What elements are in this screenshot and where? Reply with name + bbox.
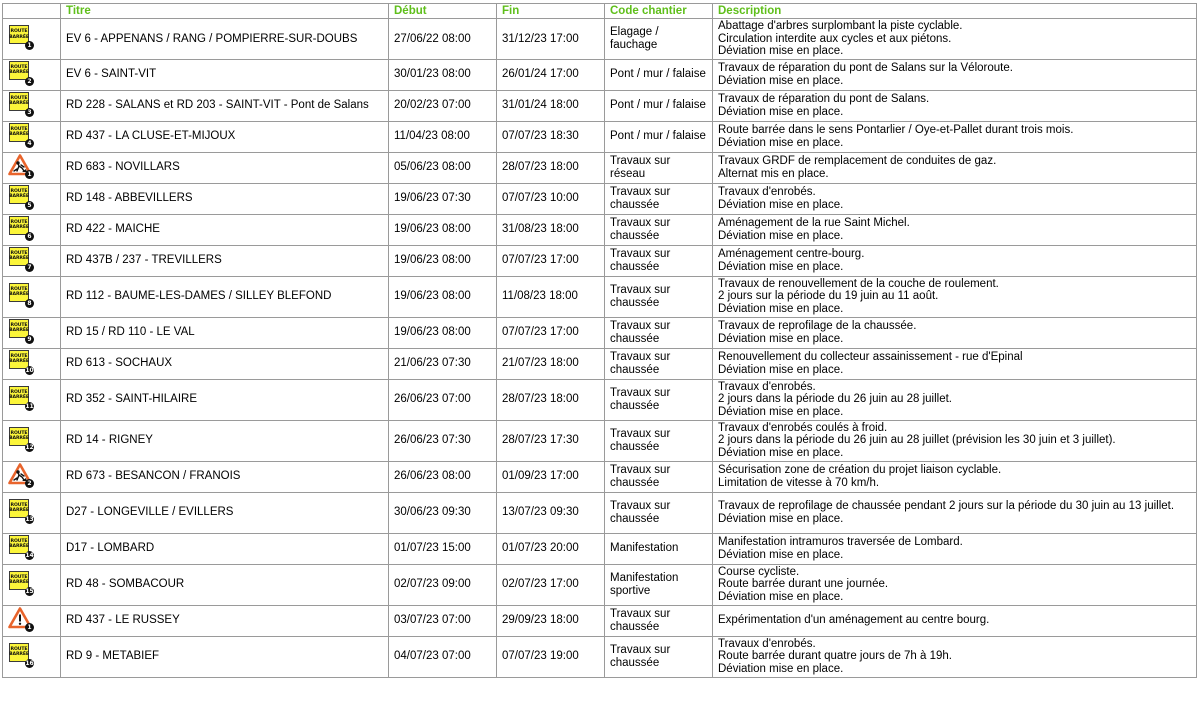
description-line: Travaux d'enrobés coulés à froid. [718, 421, 888, 434]
row-start-date: 21/06/23 07:30 [389, 348, 497, 379]
sign-number-badge: 11 [25, 402, 34, 410]
row-description [713, 420, 1197, 461]
description-line: Déviation mise en place. [718, 45, 844, 58]
row-description [713, 19, 1197, 60]
table-row[interactable] [3, 379, 1197, 420]
sign-number-badge: 1 [25, 41, 34, 50]
description-line: Alternat mis en place. [718, 167, 829, 180]
description-line: Travaux de reprofilage de chaussée pendant 2 jours sur la période du 30 juin au 13 juillet. [718, 500, 1175, 513]
row-start-date: 04/07/23 07:00 [389, 636, 497, 677]
description-line: Travaux d'enrobés. [718, 186, 816, 199]
row-work-code: Travaux sur chaussée [605, 461, 713, 492]
sign-number-badge: 5 [25, 201, 34, 210]
route-barree-sign-icon [8, 247, 33, 271]
sign-text: ROUTE [10, 354, 28, 360]
row-description [713, 90, 1197, 121]
table-body [3, 19, 1197, 678]
row-description [713, 183, 1197, 214]
sign-text: BARRÉE [9, 194, 29, 200]
description-line: Travaux de réparation du pont de Salans. [718, 93, 930, 106]
description-line: Déviation mise en place. [718, 332, 844, 345]
row-icon-cell [3, 183, 61, 214]
sign-text: ROUTE [10, 503, 28, 509]
sign-number-badge: 1 [25, 623, 34, 632]
route-barree-sign-icon [8, 427, 33, 451]
sign-text: BARRÉE [9, 225, 29, 231]
table-row[interactable] [3, 605, 1197, 636]
row-start-date: 05/06/23 08:00 [389, 152, 497, 183]
sign-number-badge: 6 [25, 232, 34, 241]
row-end-date: 28/07/23 18:00 [497, 379, 605, 420]
row-description [713, 636, 1197, 677]
sign-number-badge: 7 [25, 263, 34, 272]
row-icon-cell [3, 461, 61, 492]
row-start-date: 19/06/23 08:00 [389, 245, 497, 276]
row-end-date: 07/07/23 19:00 [497, 636, 605, 677]
sign-number-badge: 8 [25, 299, 34, 308]
table-row[interactable] [3, 533, 1197, 564]
route-barree-sign-icon [8, 571, 33, 595]
row-icon-cell [3, 420, 61, 461]
sign-number-badge: 14 [25, 551, 34, 559]
sign-number-badge: 10 [25, 366, 34, 374]
description-line: Déviation mise en place. [718, 74, 844, 87]
table-row[interactable] [3, 59, 1197, 90]
table-row[interactable] [3, 214, 1197, 245]
table-row[interactable] [3, 245, 1197, 276]
route-barree-sign-icon [8, 216, 33, 240]
sign-number-badge: 1 [25, 170, 34, 179]
row-description [713, 379, 1197, 420]
row-work-code: Travaux sur chaussée [605, 379, 713, 420]
sign-text: ROUTE [10, 29, 28, 35]
sign-text: BARRÉE [9, 436, 29, 442]
row-end-date: 07/07/23 18:30 [497, 121, 605, 152]
row-work-code: Manifestation sportive [605, 564, 713, 605]
sign-text: ROUTE [10, 287, 28, 293]
table-row[interactable] [3, 564, 1197, 605]
route-barree-sign-icon [8, 386, 33, 410]
sign-text: BARRÉE [9, 34, 29, 40]
row-description [713, 245, 1197, 276]
description-line: Déviation mise en place. [718, 105, 844, 118]
row-title: RD 228 - SALANS et RD 203 - SAINT-VIT - Pont de Salans [61, 90, 389, 121]
row-icon-cell [3, 90, 61, 121]
row-start-date: 01/07/23 15:00 [389, 533, 497, 564]
route-barree-sign-icon [8, 185, 33, 209]
row-icon-cell [3, 19, 61, 60]
table-row[interactable] [3, 19, 1197, 60]
description-line: Déviation mise en place. [718, 447, 844, 460]
table-row[interactable] [3, 492, 1197, 533]
description-line: 2 jours dans la période du 26 juin au 28 juillet. [718, 393, 952, 406]
sign-text: BARRÉE [9, 256, 29, 262]
sign-text: ROUTE [10, 390, 28, 396]
row-end-date: 21/07/23 18:00 [497, 348, 605, 379]
row-icon-cell [3, 245, 61, 276]
row-icon-cell [3, 276, 61, 317]
sign-number-badge: 2 [25, 479, 34, 488]
description-line: Déviation mise en place. [718, 198, 844, 211]
header-icon [3, 4, 61, 19]
sign-text: ROUTE [10, 575, 28, 581]
row-work-code: Pont / mur / falaise [605, 90, 713, 121]
row-start-date: 19/06/23 08:00 [389, 214, 497, 245]
roadworks-table [2, 3, 1197, 678]
row-end-date: 13/07/23 09:30 [497, 492, 605, 533]
sign-number-badge: 13 [25, 515, 34, 523]
description-line: Travaux de reprofilage de la chaussée. [718, 320, 917, 333]
roadworks-sign-icon [8, 463, 33, 487]
row-end-date: 28/07/23 18:00 [497, 152, 605, 183]
row-start-date: 30/01/23 08:00 [389, 59, 497, 90]
row-end-date: 29/09/23 18:00 [497, 605, 605, 636]
row-icon-cell [3, 121, 61, 152]
row-title: RD 48 - SOMBACOUR [61, 564, 389, 605]
table-row[interactable] [3, 317, 1197, 348]
row-work-code: Travaux sur chaussée [605, 214, 713, 245]
row-work-code: Travaux sur chaussée [605, 605, 713, 636]
table-row[interactable] [3, 461, 1197, 492]
description-line: Aménagement centre-bourg. [718, 248, 865, 261]
row-end-date: 02/07/23 17:00 [497, 564, 605, 605]
row-work-code: Pont / mur / falaise [605, 121, 713, 152]
row-work-code: Travaux sur chaussée [605, 348, 713, 379]
row-description [713, 492, 1197, 533]
row-title: RD 613 - SOCHAUX [61, 348, 389, 379]
route-barree-sign-icon [8, 499, 33, 523]
row-description [713, 348, 1197, 379]
row-start-date: 19/06/23 07:30 [389, 183, 497, 214]
row-title: RD 683 - NOVILLARS [61, 152, 389, 183]
row-description [713, 317, 1197, 348]
sign-number-badge: 12 [25, 443, 34, 451]
description-line: 2 jours sur la période du 19 juin au 11 août. [718, 290, 939, 303]
sign-text: ROUTE [10, 127, 28, 133]
sign-text: ROUTE [10, 96, 28, 102]
sign-text: BARRÉE [9, 292, 29, 298]
row-description [713, 214, 1197, 245]
row-start-date: 27/06/22 08:00 [389, 19, 497, 60]
row-title: EV 6 - SAINT-VIT [61, 59, 389, 90]
header-title[interactable]: Titre [61, 4, 389, 19]
route-barree-sign-icon [8, 25, 33, 49]
sign-text: BARRÉE [9, 544, 29, 550]
route-barree-sign-icon [8, 319, 33, 343]
row-title: RD 352 - SAINT-HILAIRE [61, 379, 389, 420]
table-row[interactable] [3, 121, 1197, 152]
description-line: Route barrée durant une journée. [718, 578, 889, 591]
header-end[interactable]: Fin [497, 4, 605, 19]
row-end-date: 26/01/24 17:00 [497, 59, 605, 90]
description-line: Déviation mise en place. [718, 512, 844, 525]
row-title: EV 6 - APPENANS / RANG / POMPIERRE-SUR-DOUBS [61, 19, 389, 60]
header-code[interactable]: Code chantier [605, 4, 713, 19]
row-end-date: 07/07/23 17:00 [497, 317, 605, 348]
row-icon-cell [3, 317, 61, 348]
sign-text: ROUTE [10, 65, 28, 71]
table-row[interactable] [3, 152, 1197, 183]
row-title: RD 15 / RD 110 - LE VAL [61, 317, 389, 348]
sign-number-badge: 4 [25, 139, 34, 148]
sign-text: BARRÉE [9, 652, 29, 658]
row-end-date: 11/08/23 18:00 [497, 276, 605, 317]
row-icon-cell [3, 348, 61, 379]
row-end-date: 31/08/23 18:00 [497, 214, 605, 245]
row-end-date: 31/12/23 17:00 [497, 19, 605, 60]
row-description [713, 533, 1197, 564]
header-description[interactable]: Description [713, 4, 1197, 19]
warning-sign-icon [8, 607, 33, 631]
row-work-code: Pont / mur / falaise [605, 59, 713, 90]
row-icon-cell [3, 605, 61, 636]
roadworks-sign-icon [8, 154, 33, 178]
row-icon-cell [3, 59, 61, 90]
table-row[interactable] [3, 348, 1197, 379]
row-start-date: 30/06/23 09:30 [389, 492, 497, 533]
row-work-code: Travaux sur chaussée [605, 183, 713, 214]
route-barree-sign-icon [8, 123, 33, 147]
row-work-code: Travaux sur chaussée [605, 492, 713, 533]
row-end-date: 01/07/23 20:00 [497, 533, 605, 564]
row-end-date: 01/09/23 17:00 [497, 461, 605, 492]
row-icon-cell [3, 533, 61, 564]
description-line: Travaux d'enrobés. [718, 380, 816, 393]
sign-number-badge: 9 [25, 335, 34, 344]
row-end-date: 07/07/23 10:00 [497, 183, 605, 214]
description-line: Déviation mise en place. [718, 548, 844, 561]
description-line: Travaux GRDF de remplacement de conduites de gaz. [718, 155, 997, 168]
row-start-date: 26/06/23 08:00 [389, 461, 497, 492]
description-line: Course cycliste. [718, 565, 800, 578]
table-row[interactable] [3, 276, 1197, 317]
row-icon-cell [3, 564, 61, 605]
row-icon-cell [3, 492, 61, 533]
row-work-code: Travaux sur chaussée [605, 245, 713, 276]
sign-text: BARRÉE [9, 508, 29, 514]
row-title: RD 422 - MAICHE [61, 214, 389, 245]
row-description [713, 564, 1197, 605]
row-title: RD 437 - LE RUSSEY [61, 605, 389, 636]
row-description [713, 59, 1197, 90]
row-work-code: Elagage / fauchage [605, 19, 713, 60]
table-row[interactable] [3, 90, 1197, 121]
row-work-code: Travaux sur réseau [605, 152, 713, 183]
row-icon-cell [3, 152, 61, 183]
description-line: 2 jours dans la période du 26 juin au 28 juillet (prévision les 30 juin et 3 juillet). [718, 434, 1116, 447]
sign-text: BARRÉE [9, 70, 29, 76]
description-line: Travaux de réparation du pont de Salans sur la Véloroute. [718, 62, 1013, 75]
sign-number-badge: 15 [25, 587, 34, 595]
row-end-date: 31/01/24 18:00 [497, 90, 605, 121]
row-icon-cell [3, 636, 61, 677]
row-start-date: 26/06/23 07:30 [389, 420, 497, 461]
sign-number-badge: 2 [25, 77, 34, 86]
sign-text: BARRÉE [9, 580, 29, 586]
description-line: Déviation mise en place. [718, 136, 844, 149]
sign-text: BARRÉE [9, 132, 29, 138]
table-row[interactable] [3, 183, 1197, 214]
description-line: Sécurisation zone de création du projet liaison cyclable. [718, 464, 1002, 477]
table-header-row [3, 4, 1197, 19]
row-title: RD 112 - BAUME-LES-DAMES / SILLEY BLEFOND [61, 276, 389, 317]
row-description [713, 121, 1197, 152]
route-barree-sign-icon [8, 92, 33, 116]
row-work-code: Travaux sur chaussée [605, 636, 713, 677]
description-line: Manifestation intramuros traversée de Lombard. [718, 536, 963, 549]
row-start-date: 19/06/23 08:00 [389, 317, 497, 348]
sign-text: BARRÉE [9, 395, 29, 401]
row-start-date: 11/04/23 08:00 [389, 121, 497, 152]
description-line: Route barrée durant quatre jours de 7h à 19h. [718, 650, 952, 663]
description-line: Circulation interdite aux cycles et aux piétons. [718, 32, 952, 45]
row-icon-cell [3, 214, 61, 245]
row-work-code: Travaux sur chaussée [605, 317, 713, 348]
row-end-date: 28/07/23 17:30 [497, 420, 605, 461]
description-line: Déviation mise en place. [718, 591, 844, 604]
sign-text: BARRÉE [9, 328, 29, 334]
row-start-date: 19/06/23 08:00 [389, 276, 497, 317]
row-start-date: 20/02/23 07:00 [389, 90, 497, 121]
description-line: Route barrée dans le sens Pontarlier / Oye-et-Pallet durant trois mois. [718, 124, 1074, 137]
description-line: Travaux de renouvellement de la couche de roulement. [718, 277, 999, 290]
sign-text: ROUTE [10, 220, 28, 226]
row-description [713, 152, 1197, 183]
sign-number-badge: 3 [25, 108, 34, 117]
row-end-date: 07/07/23 17:00 [497, 245, 605, 276]
row-title: D27 - LONGEVILLE / EVILLERS [61, 492, 389, 533]
row-title: D17 - LOMBARD [61, 533, 389, 564]
description-line: Déviation mise en place. [718, 663, 844, 676]
sign-text: BARRÉE [9, 101, 29, 107]
row-work-code: Manifestation [605, 533, 713, 564]
description-line: Déviation mise en place. [718, 406, 844, 419]
row-work-code: Travaux sur chaussée [605, 420, 713, 461]
description-line: Abattage d'arbres surplombant la piste cyclable. [718, 20, 963, 32]
description-line: Limitation de vitesse à 70 km/h. [718, 476, 880, 489]
row-title: RD 437 - LA CLUSE-ET-MIJOUX [61, 121, 389, 152]
row-description [713, 276, 1197, 317]
row-work-code: Travaux sur chaussée [605, 276, 713, 317]
sign-text: ROUTE [10, 647, 28, 653]
sign-text: ROUTE [10, 189, 28, 195]
table-row[interactable] [3, 420, 1197, 461]
sign-text: ROUTE [10, 539, 28, 545]
description-line: Déviation mise en place. [718, 363, 844, 376]
row-icon-cell [3, 379, 61, 420]
row-description [713, 461, 1197, 492]
description-line: Expérimentation d'un aménagement au centre bourg. [718, 614, 990, 627]
description-line: Travaux d'enrobés. [718, 637, 816, 650]
description-line: Déviation mise en place. [718, 260, 844, 273]
row-title: RD 148 - ABBEVILLERS [61, 183, 389, 214]
row-title: RD 9 - METABIEF [61, 636, 389, 677]
row-title: RD 437B / 237 - TREVILLERS [61, 245, 389, 276]
row-start-date: 26/06/23 07:00 [389, 379, 497, 420]
sign-text: ROUTE [10, 251, 28, 257]
row-title: RD 673 - BESANCON / FRANOIS [61, 461, 389, 492]
row-title: RD 14 - RIGNEY [61, 420, 389, 461]
header-start[interactable]: Début [389, 4, 497, 19]
sign-text: BARRÉE [9, 359, 29, 365]
description-line: Déviation mise en place. [718, 303, 844, 316]
sign-text: ROUTE [10, 323, 28, 329]
route-barree-sign-icon [8, 61, 33, 85]
sign-text: ROUTE [10, 431, 28, 437]
route-barree-sign-icon [8, 643, 33, 667]
sign-number-badge: 16 [25, 659, 34, 667]
row-start-date: 02/07/23 09:00 [389, 564, 497, 605]
route-barree-sign-icon [8, 283, 33, 307]
description-line: Aménagement de la rue Saint Michel. [718, 217, 910, 230]
route-barree-sign-icon [8, 535, 33, 559]
row-description [713, 605, 1197, 636]
table-row[interactable] [3, 636, 1197, 677]
description-line: Déviation mise en place. [718, 229, 844, 242]
route-barree-sign-icon [8, 350, 33, 374]
row-start-date: 03/07/23 07:00 [389, 605, 497, 636]
description-line: Renouvellement du collecteur assainissement - rue d'Epinal [718, 351, 1023, 364]
